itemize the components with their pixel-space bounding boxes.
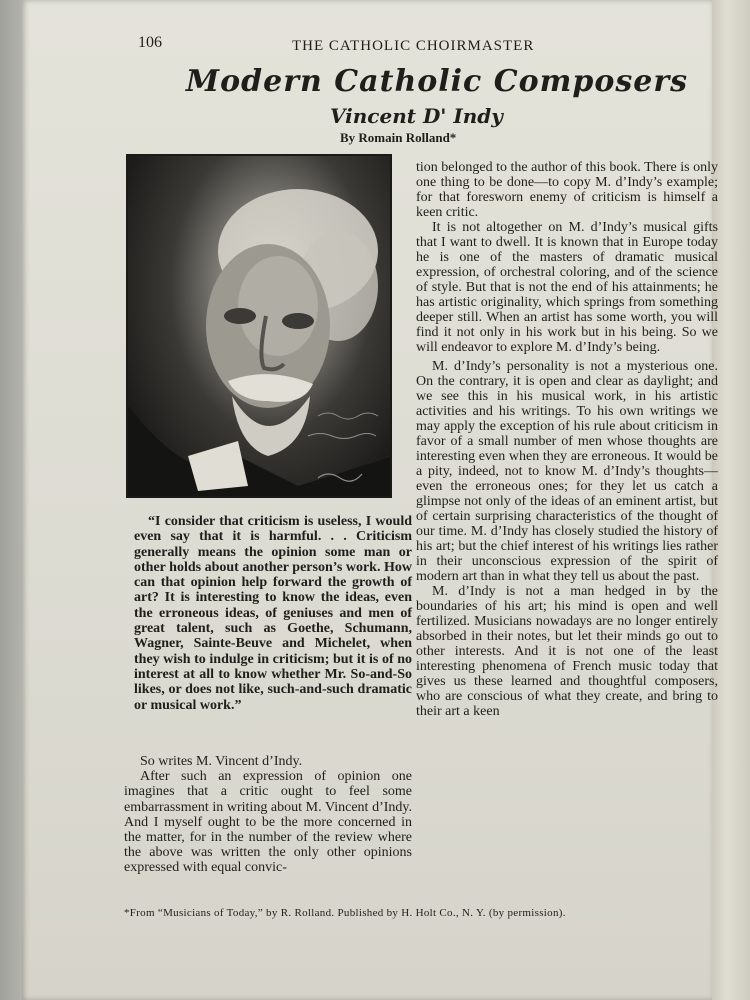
portrait-illustration — [128, 156, 392, 498]
right-paragraph-4: M. d’Indy is not a man hedged in by the boundaries of his art; his mind is open and well fertilized. Musicians nowadays are no longer entirely absorbed in their notes, but let their minds go out to other interests. And it is not one of the least interesting phenomena of French music today that gives us these learned and thoughtful composers, who are conscious of what they create, and bring to their art a keen — [416, 584, 718, 719]
article-byline: By Romain Rolland* — [340, 130, 457, 145]
right-paragraph-2: It is not altogether on M. d’Indy’s musical gifts that I want to dwell. It is known that in Europe today he is one of the masters of dramatic musical expression, of orchestral coloring, and of the science of style. But that is not the end of his attainments; he has artistic originality, which springs from something deeper still. When an artist has some worth, you will find it not only in his work but in his being. So we will endeavor to explore M. d’Indy’s being. — [416, 220, 718, 355]
page-number: 106 — [138, 34, 162, 51]
dindy-quote: “I consider that criticism is useless, I would even say that it is harmful. . . Criticism generally means the opinion some man or other holds about another person’s work. How can that opinion help forward the growth of art? It is interesting to know the ideas, even the erroneous ideas, of geniuses and men of great talent, such as Goethe, Schumann, Wagner, Sainte-Beuve and Michelet, when they wish to indulge in criticism; but it is of no interest at all to know whether Mr. So-and-So likes, or does not like, such-and-such dramatic or musical work.” — [134, 514, 412, 713]
left-paragraph-1: So writes M. Vincent d’Indy. — [140, 754, 303, 769]
footnote: *From “Musicians of Today,” by R. Rolland. Published by H. Holt Co., N. Y. (by permission). — [124, 907, 566, 919]
left-column — [124, 754, 412, 876]
article-subtitle: Vincent D' Indy — [330, 104, 503, 128]
magazine-page — [22, 0, 718, 1000]
article-title: Modern Catholic Composers — [185, 64, 689, 99]
running-head: THE CATHOLIC CHOIRMASTER — [292, 38, 535, 54]
right-paragraph-1: tion belonged to the author of this book. There is only one thing to be done—to copy M. d’Indy’s example; for that foresworn enemy of criticism is himself a keen critic. — [416, 160, 718, 220]
right-column — [416, 160, 718, 719]
left-paragraph-2: After such an expression of opinion one imagines that a critic ought to feel some embarrassment in writing about M. Vincent d’Indy. And I myself ought to be the more concerned in the matter, for in the number of the review where the above was written the only other opinions expressed with equal convic- — [124, 769, 412, 876]
composer-portrait — [126, 154, 392, 498]
right-paragraph-3: M. d’Indy’s personality is not a mysterious one. On the contrary, it is open and clear as daylight; and we see this in his musical work, in his artistic activities and his writings. To his own writings we may apply the exception of his rule about criticism in favor of a small number of men whose thoughts are interesting even when they are erroneous. It would be a pity, indeed, not to know M. d’Indy’s thoughts—even the erroneous ones; for they let us catch a glimpse not only of the ideas of an eminent artist, but of certain surprising characteristics of the thought of our time. M. d’Indy has closely studied the history of his art; but the chief interest of his writings lies rather in their unconscious expression of the spirit of modern art than in what they tell us about the past. — [416, 359, 718, 584]
